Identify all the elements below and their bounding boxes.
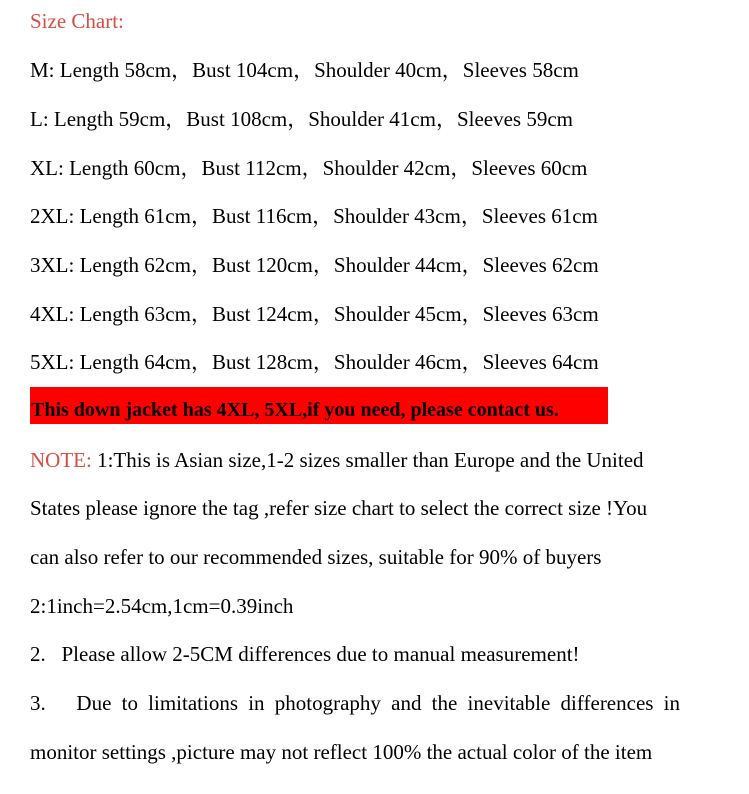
note-line-3: can also refer to our recommended sizes, suitable for 90% of buyers	[30, 545, 602, 569]
note-line-2: States please ignore the tag ,refer size chart to select the correct size !You	[30, 496, 648, 520]
note-label: NOTE:	[30, 448, 98, 472]
size-row-m: M: Length 58cm，Bust 104cm，Shoulder 40cm，Sleeves 58cm	[30, 58, 579, 82]
size-row-4xl: 4XL: Length 63cm，Bust 124cm，Shoulder 45cm，Sleeves 63cm	[30, 302, 599, 326]
size-row-xl: XL: Length 60cm，Bust 112cm，Shoulder 42cm，Sleeves 60cm	[30, 156, 588, 180]
note-line-4: 2:1inch=2.54cm,1cm=0.39inch	[30, 594, 294, 618]
size-row-l: L: Length 59cm，Bust 108cm，Shoulder 41cm，Sleeves 59cm	[30, 107, 574, 131]
note-line-5: 2. Please allow 2-5CM differences due to manual measurement!	[30, 642, 580, 666]
note-line-1	[30, 446, 644, 474]
size-chart-title: Size Chart:	[30, 9, 124, 33]
note-line-7: monitor settings ,picture may not reflect 100% the actual color of the item	[30, 740, 653, 764]
contact-highlight-text: This down jacket has 4XL, 5XL,if you need, please contact us.	[31, 399, 559, 421]
size-row-2xl: 2XL: Length 61cm，Bust 116cm，Shoulder 43cm，Sleeves 61cm	[30, 204, 598, 228]
size-row-3xl: 3XL: Length 62cm，Bust 120cm，Shoulder 44cm，Sleeves 62cm	[30, 253, 599, 277]
size-row-5xl: 5XL: Length 64cm，Bust 128cm，Shoulder 46cm，Sleeves 64cm	[30, 350, 599, 374]
note-text-1: 1:This is Asian size,1-2 sizes smaller than Europe and the United	[97, 448, 644, 472]
contact-highlight-banner	[30, 387, 608, 424]
note-line-6: 3. Due to limitations in photography and the inevitable differences in	[30, 691, 680, 715]
